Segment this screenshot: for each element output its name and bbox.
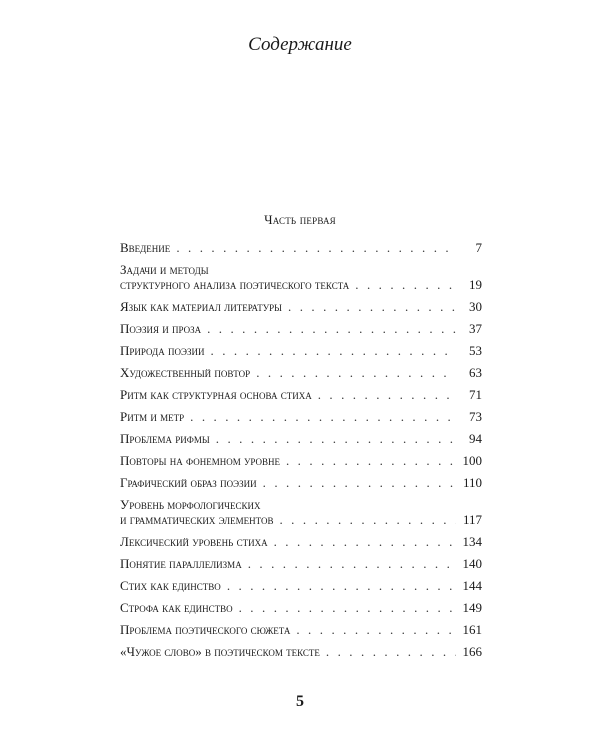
toc-entry[interactable]: [120, 321, 482, 337]
toc-entry-page: 19: [469, 277, 482, 292]
toc-entry[interactable]: [120, 578, 482, 594]
toc-entry-title: Ритм как структурная основа стиха: [120, 387, 312, 402]
toc-entry-line: [120, 622, 482, 638]
toc-entry-title: Язык как материал литературы: [120, 299, 282, 314]
toc-entry[interactable]: [120, 262, 482, 293]
toc-entry-title: Поэзия и проза: [120, 321, 202, 336]
toc-entry[interactable]: [120, 497, 482, 528]
toc-entry-page: 140: [462, 556, 482, 571]
dot-leader: [355, 277, 456, 293]
toc-entry-title: Ритм и метр: [120, 409, 185, 424]
toc-entry-line: [120, 277, 482, 293]
toc-entry-page: 73: [469, 409, 482, 424]
toc-entry-line: [120, 240, 482, 256]
toc-entry[interactable]: [120, 431, 482, 447]
toc-entry-line: [120, 299, 482, 315]
toc-entry-line: [120, 534, 482, 550]
toc-entry-page: 161: [462, 622, 482, 637]
toc-entry-page: 7: [475, 240, 482, 255]
toc-entry-page: 134: [462, 534, 482, 549]
toc-entry-title: Проблема рифмы: [120, 431, 210, 446]
toc-entry-title: Введение: [120, 240, 171, 255]
dot-leader: [216, 431, 456, 447]
toc-entry-line: [120, 600, 482, 616]
dot-leader: [256, 365, 456, 381]
toc-entry-line: [120, 556, 482, 572]
dot-leader: [279, 512, 456, 528]
toc-entry-line: [120, 512, 482, 528]
toc-entry[interactable]: [120, 534, 482, 550]
dot-leader: [207, 321, 456, 337]
toc-entry-title: Понятие параллелизма: [120, 556, 242, 571]
toc-entry-page: 37: [469, 321, 482, 336]
toc-entry-line: [120, 475, 482, 491]
toc-entry-page: 71: [469, 387, 482, 402]
toc-entry-page: 166: [462, 644, 482, 659]
toc-entry-page: 63: [469, 365, 482, 380]
toc-entry-title: «Чужое слово» в поэтическом тексте: [120, 644, 320, 659]
toc-entry[interactable]: [120, 644, 482, 660]
toc-entry-title-line: Задачи и методы: [120, 262, 209, 277]
toc-entry-title: Строфа как единство: [120, 600, 233, 615]
toc-entry[interactable]: [120, 387, 482, 403]
dot-leader: [296, 622, 456, 638]
dot-leader: [248, 556, 456, 572]
toc-entry-page: 144: [462, 578, 482, 593]
toc-entry-line: [120, 409, 482, 425]
toc-entry-page: 110: [462, 475, 482, 490]
toc-entry-title: структурного анализа поэтического текста: [120, 277, 350, 292]
toc-entry[interactable]: [120, 622, 482, 638]
toc-entry-title: Повторы на фонемном уровне: [120, 453, 280, 468]
table-of-contents: [120, 240, 482, 660]
toc-entry[interactable]: [120, 240, 482, 256]
dot-leader: [227, 578, 456, 594]
toc-entry-title: Проблема поэтического сюжета: [120, 622, 291, 637]
toc-entry-title: Природа поэзии: [120, 343, 205, 358]
toc-entry[interactable]: [120, 475, 482, 491]
dot-leader: [274, 534, 456, 550]
toc-entry-page: 149: [462, 600, 482, 615]
toc-entry[interactable]: [120, 365, 482, 381]
toc-entry-line: [120, 431, 482, 447]
toc-entry-title: Стих как единство: [120, 578, 221, 593]
dot-leader: [318, 387, 456, 403]
toc-entry-page: 53: [469, 343, 482, 358]
dot-leader: [288, 299, 456, 315]
toc-entry[interactable]: [120, 299, 482, 315]
toc-entry-title: Лексический уровень стиха: [120, 534, 268, 549]
part-title: Часть первая: [264, 212, 336, 227]
toc-entry-line: [120, 387, 482, 403]
toc-entry-title-line: Уровень морфологических: [120, 497, 261, 512]
toc-entry-line: [120, 453, 482, 469]
toc-entry-line: [120, 321, 482, 337]
dot-leader: [239, 600, 456, 616]
toc-entry-line: [120, 365, 482, 381]
toc-entry[interactable]: [120, 556, 482, 572]
dot-leader: [286, 453, 456, 469]
dot-leader: [176, 240, 456, 256]
page-number: 5: [296, 693, 304, 710]
toc-entry-page: 30: [469, 299, 482, 314]
toc-entry-page: 117: [462, 512, 482, 527]
toc-entry-line: [120, 343, 482, 359]
toc-entry[interactable]: [120, 453, 482, 469]
toc-entry-page: 94: [469, 431, 482, 446]
toc-entry[interactable]: [120, 600, 482, 616]
toc-entry-line: [120, 644, 482, 660]
toc-entry-title: Художественный повтор: [120, 365, 251, 380]
toc-entry-line: [120, 578, 482, 594]
page-title: Содержание: [248, 34, 352, 55]
dot-leader: [263, 475, 456, 491]
dot-leader: [326, 644, 456, 660]
dot-leader: [211, 343, 456, 359]
toc-entry[interactable]: [120, 343, 482, 359]
toc-entry-page: 100: [462, 453, 482, 468]
toc-entry[interactable]: [120, 409, 482, 425]
dot-leader: [190, 409, 456, 425]
toc-entry-title: Графический образ поэзии: [120, 475, 257, 490]
toc-entry-title: и грамматических элементов: [120, 512, 274, 527]
